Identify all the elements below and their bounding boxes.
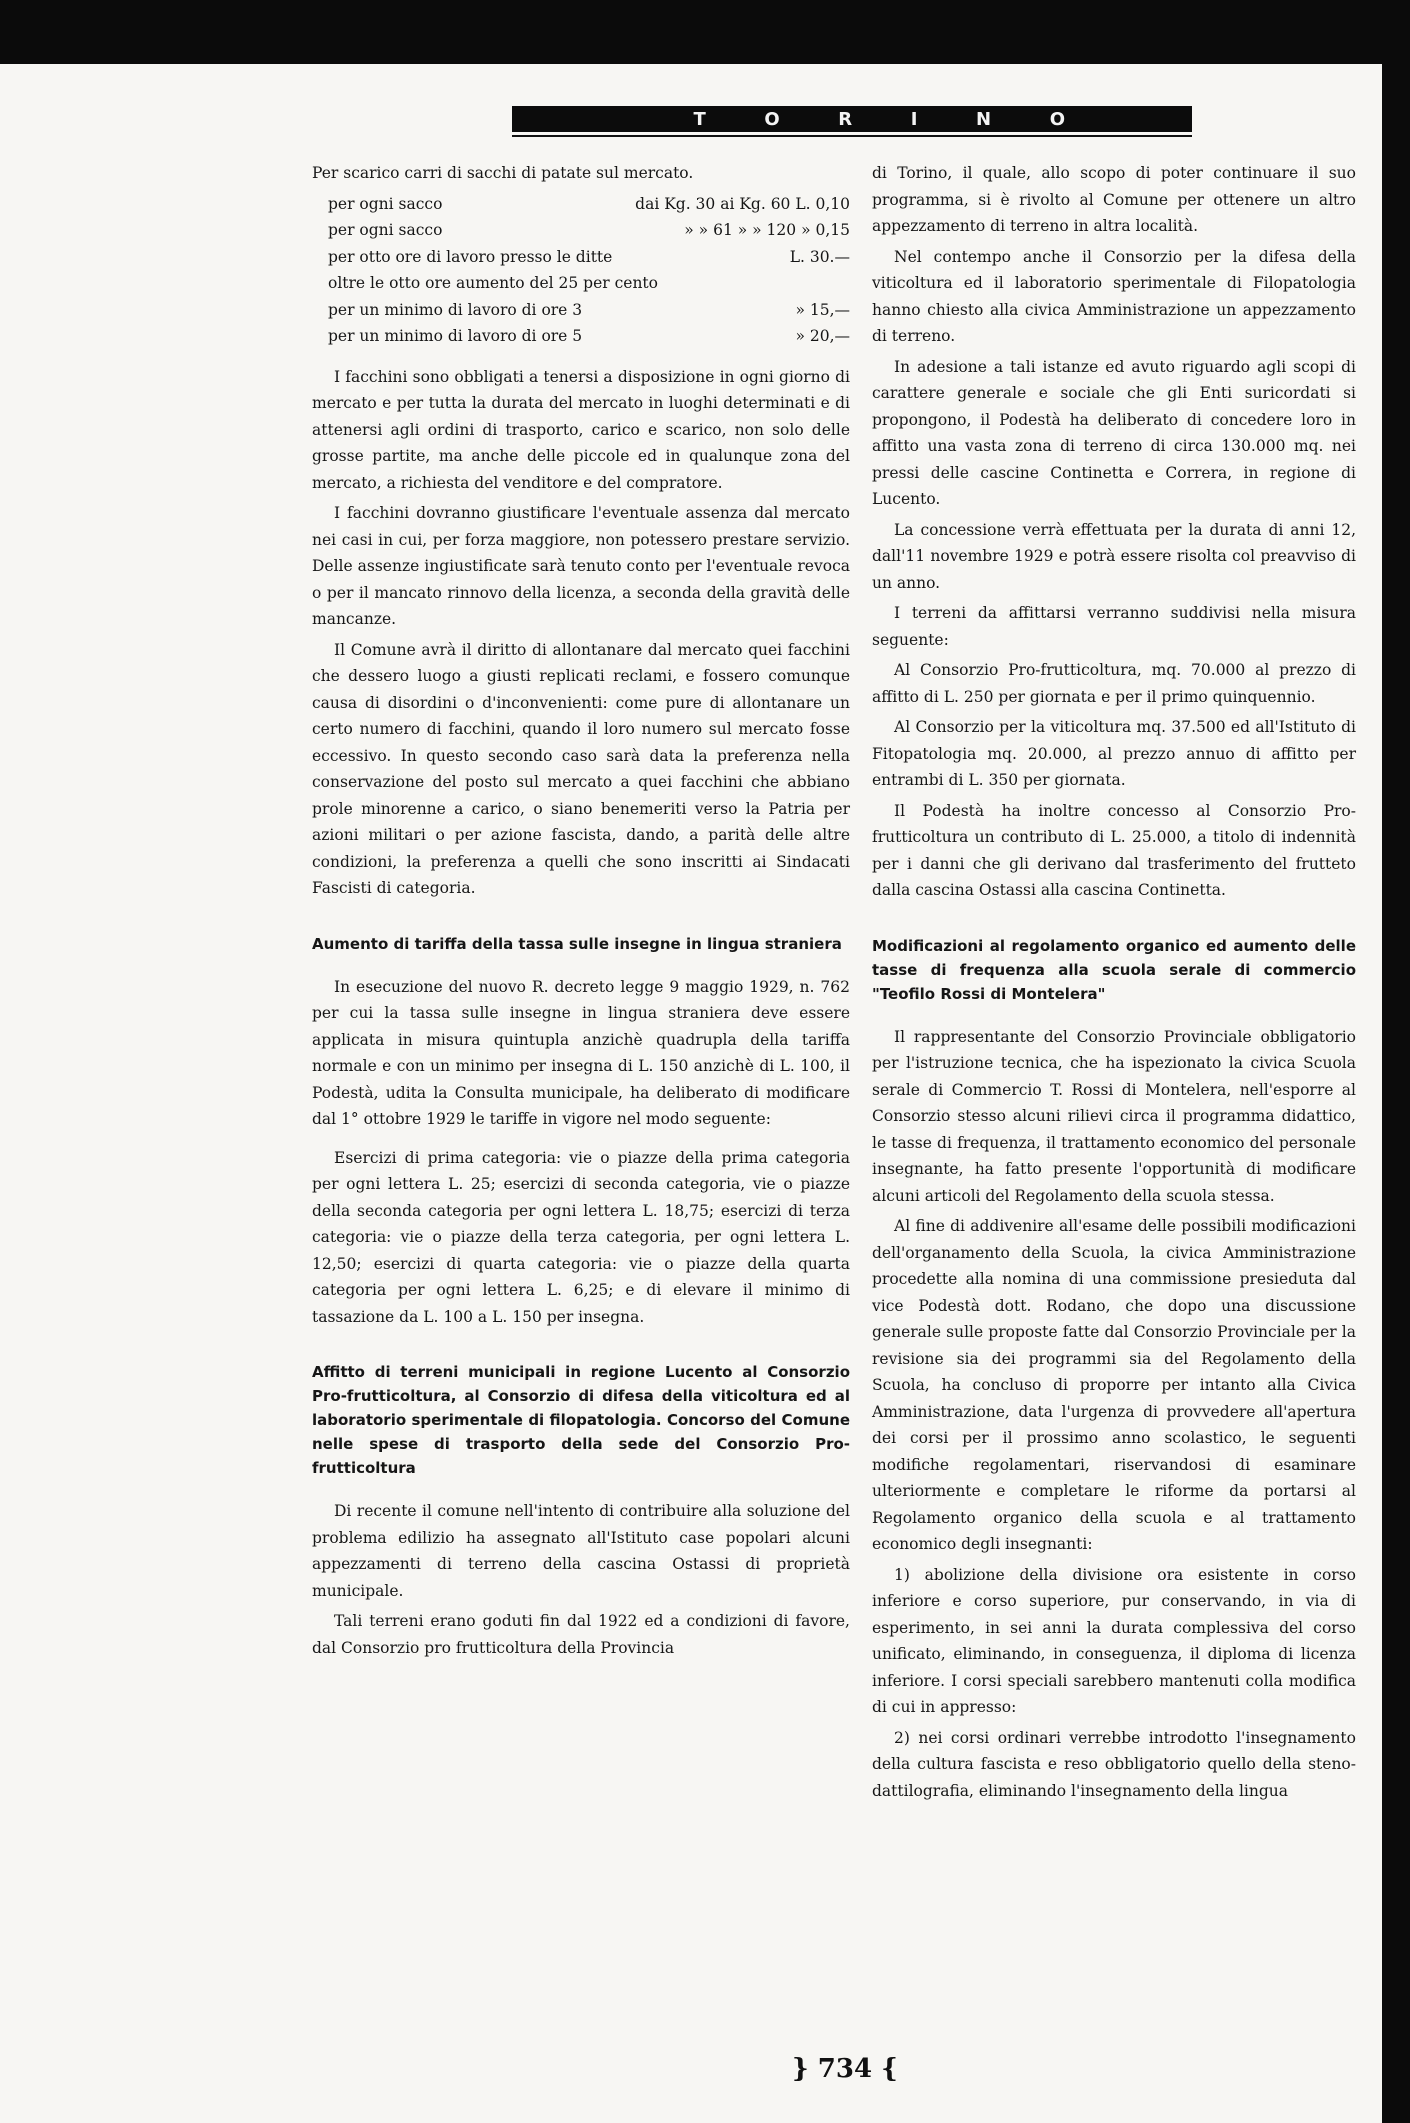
paragraph: 2) nei corsi ordinari verrebbe introdotto l'insegnamento della cultura fascista e reso obbligatorio quello della steno-dattilografia, eliminando l'insegnamento della lingua	[872, 1728, 1356, 1800]
rate-detail: » 15,—	[795, 300, 850, 319]
paragraph: di Torino, il quale, allo scopo di poter continuare il suo programma, si è rivolto al Comune per ottenere un altro appezzamento di terreno in altra località.	[872, 164, 1356, 235]
paragraph: Esercizi di prima categoria: vie o piazze della prima categoria per ogni lettera L. 25; esercizi di seconda categoria, vie o piazze della seconda categoria per ogni lettera L. 18,75; esercizi di terza categoria: vie o piazze della terza categoria, per ogni lettera L. 12,50; esercizi di quarta categoria: vie o piazze della quarta categoria per ogni lettera L. 6,25; e di elevare il minimo di tassazione da L. 100 a L. 150 per insegna.	[312, 1148, 850, 1326]
paragraph: Nel contempo anche il Consorzio per la difesa della viticoltura ed il laboratorio sperimentale di Filopatologia hanno chiesto alla civica Amministrazione un appezzamento di terreno.	[872, 247, 1356, 345]
header-letter: N	[976, 108, 994, 130]
left-column	[312, 160, 850, 1665]
rate-label: per otto ore di lavoro presso le ditte	[328, 247, 613, 266]
rate-row	[312, 270, 850, 297]
paragraph: In esecuzione del nuovo R. decreto legge 9 maggio 1929, n. 762 per cui la tassa sulle insegne in lingua straniera deve essere applicata in misura quintupla anzichè quadrupla della tariffa normale e con un minimo per insegna di L. 150 anzichè di L. 100, il Podestà, udita la Consulta municipale, ha deliberato di modificare dal 1° ottobre 1929 le tariffe in vigore nel modo seguente:	[312, 977, 850, 1128]
rate-detail: L. 30.—	[789, 247, 850, 266]
rate-label: per un minimo di lavoro di ore 3	[328, 300, 583, 319]
header-rule	[512, 135, 1192, 137]
scan-right-border	[1382, 0, 1410, 2123]
paragraph: In adesione a tali istanze ed avuto riguardo agli scopi di carattere generale e sociale che gli Enti suricordati si propongono, il Podestà ha deliberato di concedere loro in affitto una vasta zona di terreno di circa 130.000 mq. nei pressi delle cascine Continetta e Correra, in regione di Lucento.	[872, 357, 1356, 508]
rate-label: per ogni sacco	[328, 194, 443, 213]
paragraph: Al Consorzio per la viticoltura mq. 37.500 ed all'Istituto di Fitopatologia mq. 20.000, al prezzo annuo di affitto per entrambi di L. 350 per giornata.	[872, 718, 1356, 789]
rate-row	[312, 217, 850, 244]
paragraph: La concessione verrà effettuata per la durata di anni 12, dall'11 novembre 1929 e potrà essere risolta col preavviso di un anno.	[872, 520, 1356, 592]
paragraph: 1) abolizione della divisione ora esistente in corso inferiore e corso superiore, pur conservando, in via di esperimento, in sei anni la durata complessiva del corso unificato, eliminando, in conseguenza, il diploma di licenza inferiore. I corsi speciali sarebbero mantenuti colla modifica di cui in appresso:	[872, 1565, 1356, 1716]
paragraph: Di recente il comune nell'intento di contribuire alla soluzione del problema edilizio ha assegnato all'Istituto case popolari alcuni appezzamenti di terreno della cascina Ostassi di proprietà municipale.	[312, 1502, 850, 1600]
rate-row	[312, 323, 850, 350]
rate-detail: » 20,—	[795, 327, 850, 345]
section-heading: Modificazioni al regolamento organico ed aumento delle tasse di frequenza alla scuola serale di commercio "Teofilo Rossi di Montelera"	[872, 936, 1356, 1003]
header-letter: T	[693, 108, 708, 130]
rate-row	[312, 191, 850, 218]
paragraph: Il rappresentante del Consorzio Provinciale obbligatorio per l'istruzione tecnica, che ha ispezionato la civica Scuola serale di Commercio T. Rossi di Montelera, nell'esporre al Consorzio stesso alcuni rilievi circa il programma didattico, le tasse di frequenza, il trattamento economico del personale insegnante, ha fatto presente l'opportunità di modificare alcuni articoli del Regolamento della scuola stessa.	[872, 1027, 1356, 1205]
paragraph: Il Podestà ha inoltre concesso al Consorzio Pro-frutticoltura un contributo di L. 25.000, a titolo di indennità per i danni che gli derivano dal trasferimento del frutteto dalla cascina Ostassi alla cascina Continetta.	[872, 801, 1356, 899]
section-heading: Aumento di tariffa della tassa sulle insegne in lingua straniera	[312, 934, 842, 953]
header-letter: O	[1049, 108, 1068, 130]
rate-row	[312, 297, 850, 324]
rate-label: per ogni sacco	[328, 221, 443, 239]
section-heading: Affitto di terreni municipali in regione Lucento al Consorzio Pro-frutticoltura, al Consorzio di difesa della viticoltura ed al laboratorio sperimentale di filopatologia. Concorso del Comune nelle spese di trasporto della sede del Consorzio Pro-frutticoltura	[312, 1363, 850, 1477]
rate-row	[312, 244, 850, 271]
header-letter: O	[764, 108, 782, 130]
rates-title: Per scarico carri di sacchi di patate sul mercato.	[312, 164, 694, 182]
paragraph: I facchini sono obbligati a tenersi a disposizione in ogni giorno di mercato e per tutta la durata del mercato in luoghi determinati e di attenersi agli ordini di trasporto, carico e scarico, non solo delle grosse partite, ma anche delle piccole ed in qualunque zona del mercato, a richiesta del venditore e del compratore.	[312, 367, 850, 492]
page-number: } 734 {	[792, 2054, 898, 2084]
paragraph: Al Consorzio Pro-frutticoltura, mq. 70.000 al prezzo di affitto di L. 250 per giornata e per il primo quinquennio.	[872, 661, 1356, 706]
scan-top-border	[0, 0, 1410, 64]
header-letter: I	[910, 108, 920, 130]
paragraph: I terreni da affittarsi verranno suddivisi nella misura seguente:	[872, 604, 1356, 649]
paragraph: Il Comune avrà il diritto di allontanare dal mercato quei facchini che dessero luogo a giusti replicati reclami, e fossero comunque causa di disordini o d'inconvenienti: come pure di allontanare un certo numero di facchini, quando il loro numero sul mercato fosse eccessivo. In questo secondo caso sarà data la preferenza nella conservazione del posto sul mercato a quei facchini che abbiano prole minorenne a carico, o siano benemeriti verso la Patria per azioni militari o per azione fascista, dando, a parità delle altre condizioni, la preferenza a quelli che sono inscritti ai Sindacati Fascisti di categoria.	[312, 640, 850, 897]
paragraph: Al fine di addivenire all'esame delle possibili modificazioni dell'organamento della Scuola, la civica Amministrazione procedette alla nomina di una commissione presieduta dal vice Podestà dott. Rodano, che dopo una discussione generale sulle proposte fatte dal Consorzio Provinciale per la revisione sia dei programmi sia del Regolamento della Scuola, ha concluso di proporre per intanto alla Civica Amministrazione, data l'urgenza di provvedere all'apertura dei corsi per il prossimo anno scolastico, le seguenti modifiche regolamentari, riservandosi di esaminare ulteriormente e completare le riforme da portarsi al Regolamento organico della scuola e al trattamento economico degli insegnanti:	[872, 1217, 1356, 1553]
rate-label: oltre le otto ore aumento del 25 per cento	[328, 274, 658, 292]
rate-label: per un minimo di lavoro di ore 5	[328, 327, 583, 345]
paragraph: Tali terreni erano goduti fin dal 1922 ed a condizioni di favore, dal Consorzio pro frutticoltura della Provincia	[312, 1612, 850, 1657]
rate-detail: » » 61 » » 120 » 0,15	[684, 221, 850, 239]
right-column	[872, 160, 1356, 1808]
rate-detail: dai Kg. 30 ai Kg. 60 L. 0,10	[635, 194, 850, 213]
running-header	[512, 106, 1192, 132]
header-letter: R	[838, 108, 855, 130]
paragraph: I facchini dovranno giustificare l'eventuale assenza dal mercato nei casi in cui, per forza maggiore, non potessero prestare servizio. Delle assenze ingiustificate sarà tenuto conto per l'eventuale revoca o per il mancato rinnovo della licenza, a seconda della gravità delle mancanze.	[312, 504, 850, 628]
